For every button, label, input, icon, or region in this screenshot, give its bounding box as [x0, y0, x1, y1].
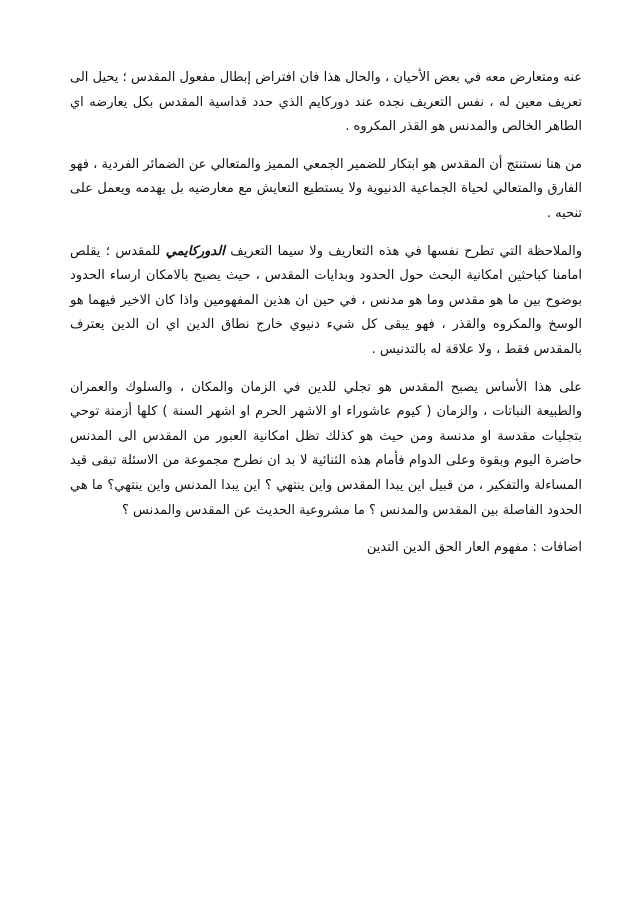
paragraph-2: من هنا نستنتج أن المقدس هو ابتكار للضمير الجمعي المميز والمتعالي عن الضمائر الفردية ، فهو الفارق والمتعالي لحياة الجماعية الدنيوية ولا يستطيع التعايش مع معارضيه بل يهدمه ويعمل على تنحيه .: [70, 156, 582, 221]
paragraph-1: عنه ومتعارض معه في بعض الأحيان ، والحال هذا فان افتراض إبطال مفعول المقدس ؛ يحيل الى تعريف معين له ، نفس التعريف نجده عند دوركايم الذي حدد قداسية المقدس بكل يعارضه اي الطاهر الخالص والمدنس هو القذر المكروه .: [70, 70, 582, 135]
paragraph-4: على هذا الأساس يصبح المقدس هو تجلي للدين في الزمان والمكان ، والسلوك والعمران والطبيعة النباتات ، والزمان ( كيوم عاشوراء او الاشهر الحرم او اشهر السنة ) كلها أزمنة توحي بتجليات مقدسة او مدنسة ومن حيث هو كذلك تظل امكانية العبور من المقدس الى المدنس حاضرة اليوم وبقوة وعلى الدوام فأمام هذه الثنائية لا بد ان نطرح مجموعة من الاسئلة تبقى قيد المساءلة والتفكير ، من قبيل اين يبدا المقدس واين ينتهي ؟ اين يبدا المدنس واين ينتهي؟ ما هي الحدود الفاصلة بين المقدس والمدنس ؟ ما مشروعية الحديث عن المقدس والمدنس ؟: [70, 379, 582, 518]
emphasized-term: الدوركايمي: [165, 243, 225, 259]
paragraph-3: [70, 240, 582, 363]
paragraph-3-rest: للمقدس ؛ يقلص امامنا كباحثين امكانية البحث حول الحدود وبدايات المقدس ، حيث يصبح بالامكان ارساء الحدود بوضوح بين ما هو مقدس وما هو مدنس ، في حين ان هذين المفهومين واذا كان الاخير فيهما هو الوسخ والمكروه والقذر ، فهو يبقى كل شيء دنيوي خارج نطاق الدين اي ان الدين يعترف بالمقدس فقط ، ولا علاقة له بالتدنيس .: [70, 243, 582, 357]
additions-line: اضافات : مفهوم العار الحق الدين التدين: [366, 540, 582, 556]
document-page: [70, 66, 582, 574]
paragraph-3-start: والملاحظة التي تطرح نفسها في هذه التعاريف ولا سيما التعريف: [224, 243, 582, 259]
